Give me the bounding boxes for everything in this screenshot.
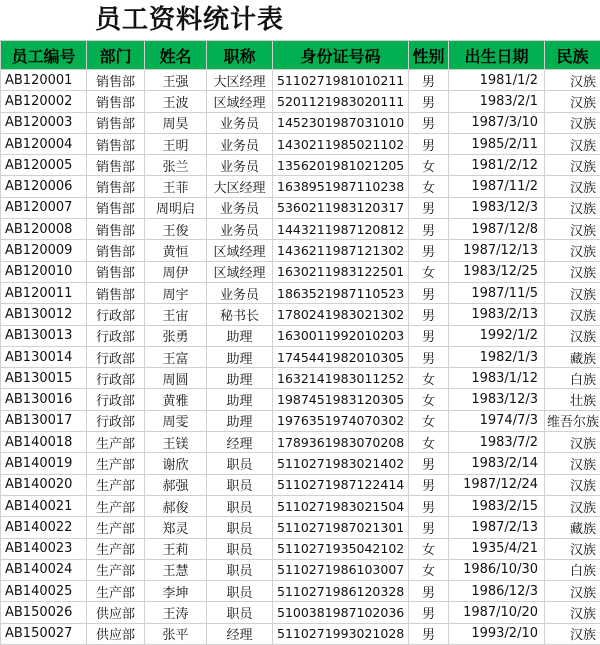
table-row	[1, 176, 600, 197]
cell-birth-date[interactable]: 1987/11/2	[449, 176, 545, 197]
cell-gender[interactable]: 女	[409, 538, 449, 559]
cell-title[interactable]: 业务员	[207, 282, 273, 303]
cell-id-number[interactable]: 1780241983021302	[273, 304, 409, 325]
cell-gender[interactable]: 女	[409, 155, 449, 176]
cell-id-number[interactable]: 5110271981010211	[273, 70, 409, 91]
table-row	[1, 517, 600, 538]
cell-title[interactable]: 区域经理	[207, 261, 273, 282]
cell-ethnicity[interactable]: 汉族	[545, 197, 600, 218]
cell-birth-date[interactable]: 1983/12/3	[449, 197, 545, 218]
table-row	[1, 432, 600, 453]
cell-id-number[interactable]: 5110271983021402	[273, 453, 409, 474]
cell-birth-date[interactable]: 1983/12/3	[449, 389, 545, 410]
cell-ethnicity[interactable]: 汉族	[545, 474, 600, 495]
cell-title[interactable]: 助理	[207, 346, 273, 367]
cell-ethnicity[interactable]: 汉族	[545, 282, 600, 303]
cell-name[interactable]: 王慧	[145, 559, 207, 580]
cell-name[interactable]: 王菲	[145, 176, 207, 197]
table-row	[1, 559, 600, 580]
cell-department[interactable]: 销售部	[87, 70, 145, 91]
cell-department[interactable]: 生产部	[87, 453, 145, 474]
cell-title[interactable]: 大区经理	[207, 176, 273, 197]
cell-name[interactable]: 谢欣	[145, 453, 207, 474]
cell-title[interactable]: 职员	[207, 517, 273, 538]
cell-department[interactable]: 行政部	[87, 346, 145, 367]
cell-ethnicity[interactable]: 汉族	[545, 70, 600, 91]
table-row	[1, 133, 600, 154]
table-row	[1, 219, 600, 240]
cell-employee-id[interactable]: AB120003	[1, 112, 87, 133]
table-row	[1, 304, 600, 325]
cell-title[interactable]: 业务员	[207, 219, 273, 240]
cell-department[interactable]: 生产部	[87, 538, 145, 559]
cell-gender[interactable]: 男	[409, 517, 449, 538]
cell-name[interactable]: 郑灵	[145, 517, 207, 538]
cell-name[interactable]: 王镁	[145, 432, 207, 453]
cell-id-number[interactable]: 1863521987110523	[273, 282, 409, 303]
cell-name[interactable]: 张勇	[145, 325, 207, 346]
table-row	[1, 453, 600, 474]
cell-ethnicity[interactable]: 汉族	[545, 325, 600, 346]
cell-gender[interactable]: 女	[409, 261, 449, 282]
cell-title[interactable]: 职员	[207, 495, 273, 516]
page-title: 员工资料统计表	[0, 0, 600, 40]
cell-title[interactable]: 职员	[207, 559, 273, 580]
cell-title[interactable]: 职员	[207, 538, 273, 559]
header-birth-date[interactable]: 出生日期	[449, 41, 545, 70]
cell-ethnicity[interactable]: 汉族	[545, 240, 600, 261]
table-row	[1, 112, 600, 133]
cell-birth-date[interactable]: 1987/12/8	[449, 219, 545, 240]
cell-employee-id[interactable]: AB120008	[1, 219, 87, 240]
cell-department[interactable]: 销售部	[87, 282, 145, 303]
cell-title[interactable]: 职员	[207, 453, 273, 474]
cell-birth-date[interactable]: 1974/7/3	[449, 410, 545, 431]
cell-birth-date[interactable]: 1982/1/3	[449, 346, 545, 367]
cell-name[interactable]: 王富	[145, 346, 207, 367]
cell-id-number[interactable]: 5110271986120328	[273, 581, 409, 602]
cell-birth-date[interactable]: 1986/10/30	[449, 559, 545, 580]
cell-ethnicity[interactable]: 白族	[545, 368, 600, 389]
cell-gender[interactable]: 女	[409, 176, 449, 197]
cell-department[interactable]: 生产部	[87, 517, 145, 538]
cell-title[interactable]: 助理	[207, 368, 273, 389]
table-row	[1, 155, 600, 176]
header-ethnicity[interactable]: 民族	[545, 41, 600, 70]
cell-employee-id[interactable]: AB120011	[1, 282, 87, 303]
cell-birth-date[interactable]: 1985/2/11	[449, 133, 545, 154]
cell-name[interactable]: 周昊	[145, 112, 207, 133]
cell-title[interactable]: 职员	[207, 581, 273, 602]
table-row	[1, 581, 600, 602]
cell-ethnicity[interactable]: 藏族	[545, 517, 600, 538]
table-row	[1, 91, 600, 112]
table-row	[1, 474, 600, 495]
cell-id-number[interactable]: 1430211985021102	[273, 133, 409, 154]
cell-birth-date[interactable]: 1987/2/13	[449, 517, 545, 538]
cell-id-number[interactable]: 5110271993021028	[273, 623, 409, 644]
cell-department[interactable]: 生产部	[87, 581, 145, 602]
cell-ethnicity[interactable]: 汉族	[545, 495, 600, 516]
cell-birth-date[interactable]: 1983/2/14	[449, 453, 545, 474]
cell-ethnicity[interactable]: 汉族	[545, 155, 600, 176]
cell-birth-date[interactable]: 1983/2/13	[449, 304, 545, 325]
table-row	[1, 346, 600, 367]
table-row	[1, 197, 600, 218]
cell-name[interactable]: 李坤	[145, 581, 207, 602]
cell-title[interactable]: 大区经理	[207, 70, 273, 91]
cell-title[interactable]: 职员	[207, 602, 273, 623]
cell-department[interactable]: 销售部	[87, 91, 145, 112]
cell-birth-date[interactable]: 1987/12/13	[449, 240, 545, 261]
cell-title[interactable]: 助理	[207, 410, 273, 431]
cell-id-number[interactable]: 1630011992010203	[273, 325, 409, 346]
cell-employee-id[interactable]: AB140024	[1, 559, 87, 580]
cell-title[interactable]: 经理	[207, 623, 273, 644]
cell-ethnicity[interactable]: 汉族	[545, 432, 600, 453]
cell-id-number[interactable]: 5360211983120317	[273, 197, 409, 218]
table-row	[1, 602, 600, 623]
cell-employee-id[interactable]: AB120004	[1, 133, 87, 154]
cell-employee-id[interactable]: AB120001	[1, 70, 87, 91]
cell-department[interactable]: 行政部	[87, 304, 145, 325]
cell-department[interactable]: 生产部	[87, 474, 145, 495]
cell-employee-id[interactable]: AB130014	[1, 346, 87, 367]
cell-id-number[interactable]: 1987451983120305	[273, 389, 409, 410]
header-gender[interactable]: 性别	[409, 41, 449, 70]
cell-department[interactable]: 销售部	[87, 112, 145, 133]
cell-gender[interactable]: 男	[409, 623, 449, 644]
cell-gender[interactable]: 男	[409, 197, 449, 218]
table-row	[1, 325, 600, 346]
cell-id-number[interactable]: 1443211987120812	[273, 219, 409, 240]
cell-department[interactable]: 行政部	[87, 368, 145, 389]
cell-id-number[interactable]: 5110271987122414	[273, 474, 409, 495]
cell-gender[interactable]: 男	[409, 91, 449, 112]
cell-employee-id[interactable]: AB120005	[1, 155, 87, 176]
cell-gender[interactable]: 男	[409, 133, 449, 154]
cell-department[interactable]: 销售部	[87, 197, 145, 218]
cell-gender[interactable]: 男	[409, 112, 449, 133]
cell-name[interactable]: 黄雅	[145, 389, 207, 410]
cell-id-number[interactable]: 1452301987031010	[273, 112, 409, 133]
cell-id-number[interactable]: 1630211983122501	[273, 261, 409, 282]
cell-name[interactable]: 张平	[145, 623, 207, 644]
cell-employee-id[interactable]: AB120009	[1, 240, 87, 261]
table-row	[1, 623, 600, 644]
cell-birth-date[interactable]: 1992/1/2	[449, 325, 545, 346]
cell-employee-id[interactable]: AB140021	[1, 495, 87, 516]
cell-id-number[interactable]: 5110271935042102	[273, 538, 409, 559]
table-row	[1, 240, 600, 261]
cell-department[interactable]: 销售部	[87, 176, 145, 197]
cell-id-number[interactable]: 1745441982010305	[273, 346, 409, 367]
cell-department[interactable]: 行政部	[87, 389, 145, 410]
cell-department[interactable]: 供应部	[87, 602, 145, 623]
cell-name[interactable]: 张兰	[145, 155, 207, 176]
cell-title[interactable]: 助理	[207, 325, 273, 346]
cell-gender[interactable]: 女	[409, 389, 449, 410]
cell-employee-id[interactable]: AB130012	[1, 304, 87, 325]
cell-id-number[interactable]: 1632141983011252	[273, 368, 409, 389]
cell-name[interactable]: 王明	[145, 133, 207, 154]
cell-employee-id[interactable]: AB130016	[1, 389, 87, 410]
cell-birth-date[interactable]: 1981/2/12	[449, 155, 545, 176]
cell-title[interactable]: 业务员	[207, 155, 273, 176]
cell-gender[interactable]: 女	[409, 410, 449, 431]
cell-gender[interactable]: 男	[409, 304, 449, 325]
cell-name[interactable]: 王宙	[145, 304, 207, 325]
cell-ethnicity[interactable]: 汉族	[545, 176, 600, 197]
cell-id-number[interactable]: 1638951987110238	[273, 176, 409, 197]
cell-title[interactable]: 经理	[207, 432, 273, 453]
table-row	[1, 495, 600, 516]
cell-department[interactable]: 生产部	[87, 495, 145, 516]
cell-employee-id[interactable]: AB150026	[1, 602, 87, 623]
cell-ethnicity[interactable]: 汉族	[545, 112, 600, 133]
cell-birth-date[interactable]: 1983/2/1	[449, 91, 545, 112]
cell-department[interactable]: 销售部	[87, 261, 145, 282]
cell-department[interactable]: 销售部	[87, 133, 145, 154]
cell-ethnicity[interactable]: 白族	[545, 559, 600, 580]
cell-gender[interactable]: 男	[409, 282, 449, 303]
cell-id-number[interactable]: 5100381987102036	[273, 602, 409, 623]
cell-birth-date[interactable]: 1987/12/24	[449, 474, 545, 495]
table-row	[1, 70, 600, 91]
cell-title[interactable]: 职员	[207, 474, 273, 495]
table-row	[1, 538, 600, 559]
cell-department[interactable]: 销售部	[87, 240, 145, 261]
cell-employee-id[interactable]: AB140018	[1, 432, 87, 453]
cell-employee-id[interactable]: AB130017	[1, 410, 87, 431]
cell-department[interactable]: 供应部	[87, 623, 145, 644]
cell-ethnicity[interactable]: 壮族	[545, 389, 600, 410]
cell-birth-date[interactable]: 1987/3/10	[449, 112, 545, 133]
cell-employee-id[interactable]: AB130013	[1, 325, 87, 346]
cell-ethnicity[interactable]: 汉族	[545, 219, 600, 240]
cell-id-number[interactable]: 5110271986103007	[273, 559, 409, 580]
cell-gender[interactable]: 女	[409, 559, 449, 580]
cell-name[interactable]: 王俊	[145, 219, 207, 240]
cell-employee-id[interactable]: AB140019	[1, 453, 87, 474]
cell-employee-id[interactable]: AB120002	[1, 91, 87, 112]
cell-gender[interactable]: 男	[409, 602, 449, 623]
cell-name[interactable]: 周圆	[145, 368, 207, 389]
cell-name[interactable]: 周雯	[145, 410, 207, 431]
table-row	[1, 282, 600, 303]
cell-employee-id[interactable]: AB120010	[1, 261, 87, 282]
cell-birth-date[interactable]: 1993/2/10	[449, 623, 545, 644]
cell-name[interactable]: 周明启	[145, 197, 207, 218]
cell-name[interactable]: 周伊	[145, 261, 207, 282]
cell-id-number[interactable]: 1789361983070208	[273, 432, 409, 453]
cell-birth-date[interactable]: 1983/7/2	[449, 432, 545, 453]
cell-employee-id[interactable]: AB130015	[1, 368, 87, 389]
cell-department[interactable]: 生产部	[87, 432, 145, 453]
cell-id-number[interactable]: 1436211987121302	[273, 240, 409, 261]
cell-title[interactable]: 区域经理	[207, 91, 273, 112]
cell-title[interactable]: 助理	[207, 389, 273, 410]
cell-gender[interactable]: 男	[409, 453, 449, 474]
cell-ethnicity[interactable]: 汉族	[545, 133, 600, 154]
cell-name[interactable]: 周宇	[145, 282, 207, 303]
header-row	[1, 41, 600, 70]
employee-table	[0, 40, 600, 645]
cell-gender[interactable]: 男	[409, 474, 449, 495]
cell-gender[interactable]: 男	[409, 219, 449, 240]
cell-gender[interactable]: 男	[409, 346, 449, 367]
cell-birth-date[interactable]: 1987/10/20	[449, 602, 545, 623]
cell-gender[interactable]: 女	[409, 368, 449, 389]
cell-gender[interactable]: 女	[409, 432, 449, 453]
cell-name[interactable]: 黄恒	[145, 240, 207, 261]
cell-birth-date[interactable]: 1935/4/21	[449, 538, 545, 559]
cell-id-number[interactable]: 1976351974070302	[273, 410, 409, 431]
cell-birth-date[interactable]: 1983/12/25	[449, 261, 545, 282]
cell-department[interactable]: 销售部	[87, 155, 145, 176]
table-row	[1, 261, 600, 282]
cell-employee-id[interactable]: AB140022	[1, 517, 87, 538]
cell-ethnicity[interactable]: 汉族	[545, 581, 600, 602]
table-row	[1, 389, 600, 410]
cell-title[interactable]: 业务员	[207, 112, 273, 133]
cell-ethnicity[interactable]: 维吾尔族	[545, 410, 600, 431]
cell-birth-date[interactable]: 1983/1/12	[449, 368, 545, 389]
cell-id-number[interactable]: 1356201981021205	[273, 155, 409, 176]
cell-ethnicity[interactable]: 汉族	[545, 304, 600, 325]
cell-name[interactable]: 郝强	[145, 474, 207, 495]
cell-department[interactable]: 行政部	[87, 325, 145, 346]
cell-title[interactable]: 秘书长	[207, 304, 273, 325]
header-id-number[interactable]: 身份证号码	[273, 41, 409, 70]
cell-birth-date[interactable]: 1983/2/15	[449, 495, 545, 516]
cell-employee-id[interactable]: AB140025	[1, 581, 87, 602]
cell-gender[interactable]: 男	[409, 495, 449, 516]
cell-birth-date[interactable]: 1986/12/3	[449, 581, 545, 602]
cell-name[interactable]: 郝俊	[145, 495, 207, 516]
cell-title[interactable]: 区域经理	[207, 240, 273, 261]
cell-department[interactable]: 生产部	[87, 559, 145, 580]
header-name[interactable]: 姓名	[145, 41, 207, 70]
cell-name[interactable]: 王涛	[145, 602, 207, 623]
header-department[interactable]: 部门	[87, 41, 145, 70]
cell-ethnicity[interactable]: 汉族	[545, 261, 600, 282]
cell-ethnicity[interactable]: 汉族	[545, 538, 600, 559]
table-row	[1, 368, 600, 389]
cell-department[interactable]: 销售部	[87, 219, 145, 240]
cell-ethnicity[interactable]: 汉族	[545, 91, 600, 112]
cell-name[interactable]: 王莉	[145, 538, 207, 559]
header-employee-id[interactable]: 员工编号	[1, 41, 87, 70]
cell-ethnicity[interactable]: 汉族	[545, 453, 600, 474]
cell-gender[interactable]: 男	[409, 581, 449, 602]
table-row	[1, 410, 600, 431]
cell-id-number[interactable]: 5110271983021504	[273, 495, 409, 516]
cell-id-number[interactable]: 5201121983020111	[273, 91, 409, 112]
cell-department[interactable]: 行政部	[87, 410, 145, 431]
header-title[interactable]: 职称	[207, 41, 273, 70]
cell-birth-date[interactable]: 1981/1/2	[449, 70, 545, 91]
cell-name[interactable]: 王波	[145, 91, 207, 112]
cell-employee-id[interactable]: AB120006	[1, 176, 87, 197]
cell-ethnicity[interactable]: 汉族	[545, 602, 600, 623]
cell-employee-id[interactable]: AB120007	[1, 197, 87, 218]
cell-gender[interactable]: 男	[409, 325, 449, 346]
cell-gender[interactable]: 男	[409, 240, 449, 261]
cell-ethnicity[interactable]: 汉族	[545, 623, 600, 644]
cell-employee-id[interactable]: AB150027	[1, 623, 87, 644]
cell-gender[interactable]: 男	[409, 70, 449, 91]
cell-title[interactable]: 业务员	[207, 197, 273, 218]
cell-id-number[interactable]: 5110271987021301	[273, 517, 409, 538]
cell-employee-id[interactable]: AB140023	[1, 538, 87, 559]
cell-title[interactable]: 业务员	[207, 133, 273, 154]
cell-birth-date[interactable]: 1987/11/5	[449, 282, 545, 303]
cell-employee-id[interactable]: AB140020	[1, 474, 87, 495]
cell-ethnicity[interactable]: 藏族	[545, 346, 600, 367]
cell-name[interactable]: 王强	[145, 70, 207, 91]
